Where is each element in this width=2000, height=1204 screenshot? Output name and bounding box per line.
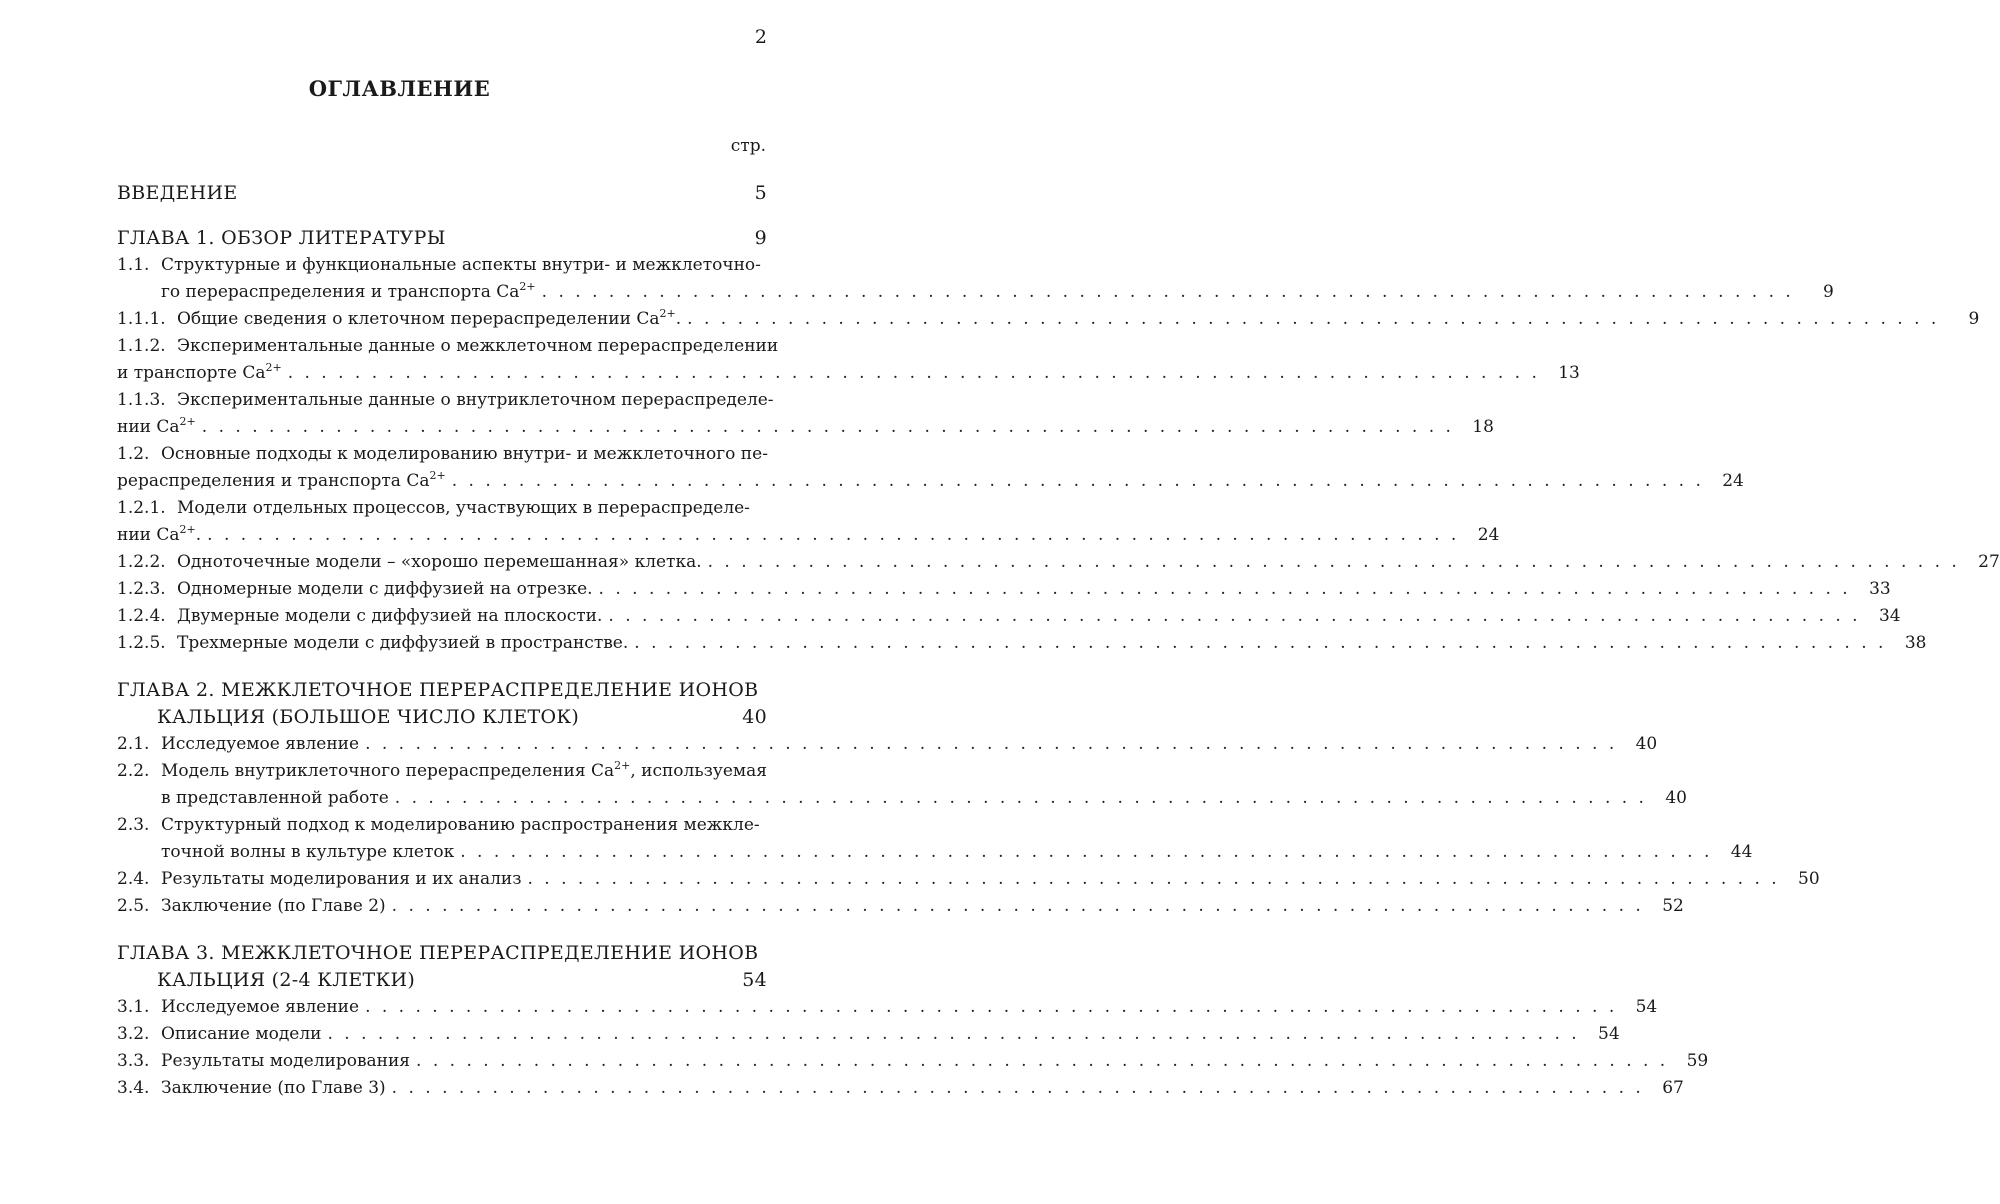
toc-entry-number: 3.3.	[117, 1051, 150, 1071]
toc-entry-page: 59	[1686, 1051, 1709, 1071]
toc-entry-1-1-2[interactable]	[117, 333, 779, 360]
toc-entry-title-line1: Структурные и функциональные аспекты внутри- и межклеточно-	[161, 255, 761, 275]
toc-entry-page: 38	[1904, 633, 1927, 653]
toc-entry-2-1[interactable]	[117, 731, 1658, 758]
toc-entry-number: 2.1.	[117, 734, 150, 754]
toc-entry-2-4[interactable]	[117, 866, 1820, 893]
toc-entry-1-2-2[interactable]	[117, 549, 2000, 576]
toc-entry-title-line1: Экспериментальные данные о межклеточном перераспределении	[177, 336, 779, 356]
toc-entry-title: Двумерные модели с диффузией на плоскости.	[177, 606, 603, 626]
toc-entry-number: 1.2.	[117, 444, 150, 464]
toc-entry-title-line1: ГЛАВА 3. МЕЖКЛЕТОЧНОЕ ПЕРЕРАСПРЕДЕЛЕНИЕ ИОНОВ	[117, 942, 759, 964]
toc-entry-1-2-1-continuation[interactable]	[117, 522, 1500, 549]
toc-entry-page: 44	[1730, 842, 1753, 862]
toc-entry-title-line1: Структурный подход к моделированию распространения межкле-	[161, 815, 760, 835]
toc-entry-1-2-1[interactable]	[117, 495, 767, 522]
toc-entry-number: 2.5.	[117, 896, 150, 916]
toc-entry-number: 3.4.	[117, 1078, 150, 1098]
toc-entry-page: 67	[1662, 1078, 1684, 1098]
toc-entry-title: Исследуемое явление	[161, 997, 360, 1017]
toc-entry-title-line2: рераспределения и транспорта $Ca^{2+}$	[117, 469, 446, 491]
toc-entry-page: 40	[1665, 788, 1687, 808]
toc-entry-number: 1.2.1.	[117, 498, 166, 518]
toc-entry-page: 33	[1869, 579, 1891, 599]
toc-entry-chapter-2-continuation[interactable]	[117, 704, 767, 731]
toc-entry-page: 54	[742, 969, 767, 991]
toc-entry-page: 24	[1477, 525, 1500, 545]
toc-entry-1-2-3[interactable]	[117, 576, 1891, 603]
toc-entry-1-2-4[interactable]	[117, 603, 1901, 630]
toc-entry-chapter-2[interactable]	[117, 677, 767, 704]
toc-entry-page: 5	[754, 182, 767, 204]
toc-entry-2-5[interactable]	[117, 893, 1684, 920]
toc-entry-page: 24	[1722, 471, 1744, 491]
toc-entry-title-line2: го перераспределения и транспорта $Ca^{2+}$	[161, 280, 536, 302]
toc-entry-number: 1.1.2.	[117, 336, 166, 356]
toc-entry-title: Результаты моделирования	[161, 1051, 411, 1071]
toc-entry-number: 1.2.4.	[117, 606, 166, 626]
toc-entry-number: 2.4.	[117, 869, 150, 889]
toc-entry-1-1-1[interactable]	[117, 306, 1980, 333]
toc-entry-title-line2: нии $Ca^{2+}$	[117, 415, 196, 437]
toc-entry-number: 1.1.3.	[117, 390, 166, 410]
toc-entry-1-1[interactable]	[117, 252, 1834, 306]
toc-entry-title: Одноточечные модели – «хорошо перемешанная» клетка.	[177, 552, 702, 572]
toc-entry-page: 50	[1798, 869, 1820, 889]
toc-entry-3-2[interactable]	[117, 1021, 1620, 1048]
toc-entry-1-1-3[interactable]	[117, 387, 774, 414]
toc-entry-introduction[interactable]	[117, 180, 767, 207]
toc-entry-page: 40	[1635, 734, 1658, 754]
toc-entry-page: 9	[1968, 309, 1980, 329]
toc-entry-number: 2.2.	[117, 761, 150, 781]
toc-entry-3-4[interactable]	[117, 1075, 1684, 1102]
page-title: ОГЛАВЛЕНИЕ	[308, 76, 491, 101]
toc-entry-title: ГЛАВА 1. ОБЗОР ЛИТЕРАТУРЫ	[117, 227, 446, 249]
toc-entry-title: Описание модели	[161, 1024, 322, 1044]
toc-entry-page: 54	[1598, 1024, 1620, 1044]
toc-entry-1-1-3-continuation[interactable]	[117, 414, 1494, 441]
toc-entry-number: 1.1.	[117, 255, 150, 275]
toc-entry-3-1[interactable]	[117, 994, 1658, 1021]
toc-entry-chapter-1[interactable]	[117, 225, 767, 252]
toc-entry-title-line1: Модель внутриклеточного перераспределения $Ca^{2+}$, используемая	[161, 759, 768, 781]
toc-entry-title-line2: в представленной работе	[161, 788, 389, 808]
page-column-label: стр.	[730, 136, 766, 156]
toc-entry-number: 1.1.1.	[117, 309, 166, 329]
toc-entry-page: 13	[1558, 363, 1580, 383]
toc-entry-page: 34	[1878, 606, 1901, 626]
toc-entry-number: 3.1.	[117, 997, 150, 1017]
page-number: 2	[754, 26, 767, 48]
toc-entry-3-3[interactable]	[117, 1048, 1709, 1075]
toc-entry-title-line1: Экспериментальные данные о внутриклеточном перераспределе-	[177, 390, 774, 410]
toc-entry-page: 9	[754, 227, 767, 249]
toc-entry-title-line1: ГЛАВА 2. МЕЖКЛЕТОЧНОЕ ПЕРЕРАСПРЕДЕЛЕНИЕ ИОНОВ	[117, 679, 759, 701]
toc-entry-number: 2.3.	[117, 815, 150, 835]
toc-entry-title: Одномерные модели с диффузией на отрезке.	[177, 579, 593, 599]
toc-entry-title: Заключение (по Главе 3)	[161, 1078, 386, 1098]
toc-entry-1-2[interactable]	[117, 441, 767, 468]
toc-entry-chapter-3[interactable]	[117, 940, 767, 967]
toc-entry-title: Исследуемое явление	[161, 734, 360, 754]
toc-entry-title-line2: КАЛЬЦИЯ (2-4 КЛЕТКИ)	[157, 969, 416, 991]
toc-entry-number: 1.2.5.	[117, 633, 166, 653]
toc-entry-1-2-continuation[interactable]	[117, 468, 1744, 495]
toc-entry-1-1-2-continuation[interactable]	[117, 360, 1580, 387]
toc-entry-page: 40	[742, 706, 767, 728]
toc-entry-title-line1: Модели отдельных процессов, участвующих в перераспределе-	[177, 498, 750, 518]
toc-entry-title: ВВЕДЕНИЕ	[117, 182, 238, 204]
toc-entry-chapter-3-continuation[interactable]	[117, 967, 767, 994]
toc-entry-title-line2: КАЛЬЦИЯ (БОЛЬШОЕ ЧИСЛО КЛЕТОК)	[157, 706, 580, 728]
toc-entry-page: 9	[1822, 282, 1834, 302]
toc-entry-title: Заключение (по Главе 2)	[161, 896, 386, 916]
toc-entry-page: 52	[1662, 896, 1684, 916]
toc-entry-page: 27	[1978, 552, 2000, 572]
toc-entry-title: Трехмерные модели с диффузией в пространстве.	[177, 633, 629, 653]
toc-entry-number: 3.2.	[117, 1024, 150, 1044]
toc-entry-title-line2: нии $Ca^{2+}$.	[117, 523, 202, 545]
toc-entry-2-3[interactable]	[117, 812, 1753, 866]
toc-entry-page: 54	[1635, 997, 1658, 1017]
toc-entry-page: 18	[1472, 417, 1494, 437]
toc-entry-2-2[interactable]	[117, 758, 1687, 812]
toc-entry-title-line2: точной волны в культуре клеток	[161, 842, 455, 862]
toc-entry-1-2-5[interactable]	[117, 630, 1927, 657]
toc-entry-title-line1: Основные подходы к моделированию внутри- и межклеточного пе-	[161, 444, 768, 464]
table-of-contents	[117, 180, 2000, 1102]
toc-entry-number: 1.2.2.	[117, 552, 166, 572]
toc-entry-title: Результаты моделирования и их анализ	[161, 869, 522, 889]
toc-entry-number: 1.2.3.	[117, 579, 166, 599]
toc-entry-title: Общие сведения о клеточном перераспределении $Ca^{2+}$.	[177, 307, 682, 329]
toc-entry-title-line2: и транспорте $Ca^{2+}$	[117, 361, 282, 383]
